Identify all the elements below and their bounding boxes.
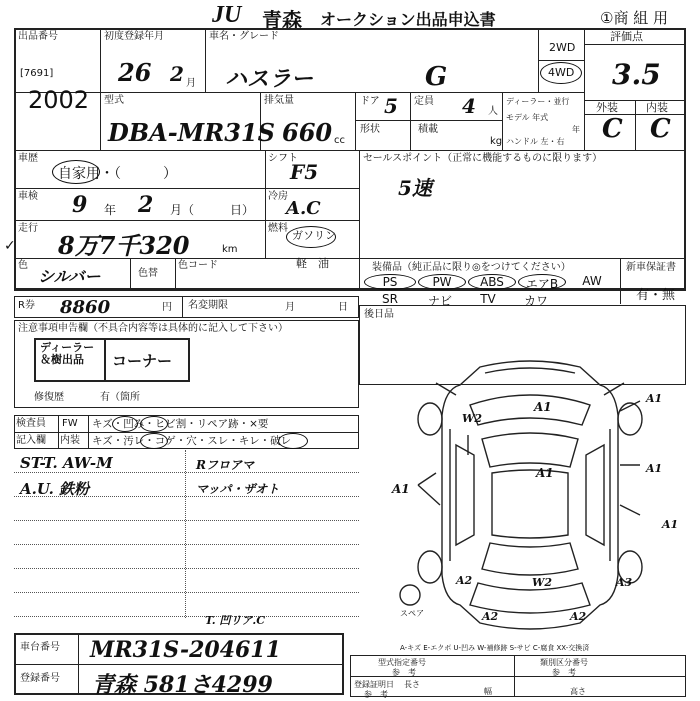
color-change-label: 色替 — [138, 268, 158, 279]
doors-label: ドア — [360, 96, 380, 107]
lot-label: 出品番号 — [18, 31, 58, 42]
equipment-row2 — [364, 292, 618, 306]
inspector-label: 検査員 — [16, 418, 46, 429]
displacement-value: 660 — [282, 118, 333, 147]
branch-name: 青森 — [262, 8, 302, 32]
dealer-model-year: モデル 年式 — [506, 113, 549, 122]
shift-value: F5 — [290, 160, 319, 184]
inspection-year-unit: 年 — [104, 203, 117, 217]
recorder-label: 記入欄 — [16, 435, 46, 446]
ext-label: 外装 — [596, 101, 618, 114]
mark-a1-left: A1 — [392, 482, 410, 496]
displacement-label: 排気量 — [264, 95, 294, 106]
displacement-unit: cc — [334, 135, 345, 146]
car-name-label: 車名・グレード — [209, 31, 279, 42]
note-right1: Rフロアマ — [196, 458, 254, 472]
mark-a1-front-right: A1 — [646, 392, 663, 405]
first-reg-month: 2 — [170, 62, 184, 86]
note-line2: A.U. 鉄粉 — [20, 480, 90, 498]
recycle-unit: 円 — [162, 302, 172, 313]
drive-4wd: 4WD — [548, 66, 575, 79]
mileage-value: 8万7千320 — [58, 231, 190, 260]
stamp-right: コーナー — [112, 352, 173, 370]
car-name-value: ハスラー — [225, 66, 314, 92]
inspection-label: 車検 — [18, 191, 38, 202]
equip-leather: カワ — [523, 294, 548, 308]
fuel-label: 燃料 — [268, 223, 288, 234]
car-diagram — [370, 355, 690, 635]
ju-logo: JU — [212, 2, 242, 28]
dealer-year-unit: 年 — [572, 125, 580, 134]
footer-class-label: 類別区分番号 — [540, 658, 588, 667]
equip-airbag: エアB — [518, 274, 566, 290]
mark-w2-hood: W2 — [462, 412, 483, 425]
chassis-value: MR31S-204611 — [90, 637, 281, 663]
capacity-value: 4 — [462, 94, 476, 118]
footer-ref1: 参 考 — [392, 668, 416, 677]
fuel-diesel: 軽 油 — [296, 257, 329, 270]
capacity-unit: 人 — [488, 106, 498, 117]
mileage-label: 走行 — [18, 223, 38, 234]
recycle-value: 8860 — [60, 297, 111, 318]
shape-label: 形状 — [360, 124, 380, 135]
load-label: 積載 — [418, 124, 438, 135]
doors-value: 5 — [384, 94, 398, 118]
first-reg-month-unit: 月 — [186, 78, 196, 89]
fuel-gas: ガソリン — [292, 229, 336, 242]
recycle-label: R券 — [18, 300, 35, 311]
equip-navi: ナビ — [427, 294, 452, 308]
notes-lines — [14, 450, 359, 620]
note-right2: マッパ・ザオト — [196, 482, 280, 496]
repair-label: 修復歴 — [34, 392, 64, 403]
inspection-month: 2 — [138, 192, 154, 218]
chassis-label: 車台番号 — [20, 642, 60, 653]
recorder-items: キズ・汚レ・コゲ・穴・スレ・キレ・破レ — [92, 435, 292, 447]
dealer-label: ディーラー・並行 — [506, 97, 570, 106]
equip-sr: SR — [382, 292, 398, 306]
color-code-label: 色コード — [178, 260, 218, 271]
int-value: C — [650, 114, 671, 144]
equip-pw: PW — [418, 274, 466, 290]
mark-a2-rear-left: A2 — [456, 574, 473, 587]
first-reg-label: 初度登録年月 — [104, 31, 164, 42]
warranty-label: 新車保証書 — [626, 262, 676, 273]
equip-abs: ABS — [468, 274, 516, 290]
ac-label: 冷房 — [268, 191, 288, 202]
car-grade: G — [425, 62, 448, 92]
footer-length: 長さ — [404, 680, 420, 689]
mark-a1-right1: A1 — [646, 462, 663, 475]
mark-a2-bottom1: A2 — [482, 610, 499, 623]
footer-ref2: 参 考 — [552, 668, 576, 677]
header — [0, 0, 700, 32]
name-change-label: 名変期限 — [188, 300, 228, 311]
ext-value: C — [602, 114, 623, 144]
sales-point-value: 5速 — [398, 176, 432, 200]
form-title: オークション出品申込書 — [320, 10, 496, 29]
model-label: 型式 — [104, 95, 124, 106]
damage-legend: A-キズ E-エクボ U-凹み W-補修跡 S-サビ C-腐食 XX-交換済 — [400, 644, 590, 652]
mark-a1-windshield: A1 — [534, 400, 552, 414]
color-value: シルバー — [38, 267, 101, 286]
sales-point-label: セールスポイント（正常に機能するものに限ります） — [363, 153, 603, 164]
capacity-label: 定員 — [414, 96, 434, 107]
repair-value: 有（箇所 — [100, 392, 140, 403]
equipment-row1 — [364, 274, 618, 290]
first-reg-year: 26 — [118, 58, 152, 87]
lot-number: 2002 — [28, 86, 90, 114]
drive-2wd: 2WD — [549, 41, 576, 54]
warranty-value: 有・無 — [636, 288, 676, 303]
ac-value: A.C — [286, 198, 321, 219]
shift-label: シフト — [268, 153, 298, 164]
inspector-fw: FW — [62, 418, 78, 429]
note-line1: ST-T. AW-M — [20, 454, 113, 472]
name-change-day: 日 — [338, 302, 348, 313]
int-label: 内装 — [646, 101, 668, 114]
mileage-unit: km — [222, 244, 238, 255]
name-change-month: 月 — [285, 302, 295, 313]
dealer-handle: ハンドル 左・右 — [506, 137, 565, 146]
copy-label: ①商 組 用 — [600, 9, 668, 27]
score-label: 評価点 — [610, 30, 643, 43]
note-bottom: T. 凹リア.C — [205, 614, 266, 627]
inspector-items: キズ・凹み・ヒビ割・リペア跡・×要 — [92, 418, 269, 430]
color-label: 色 — [18, 260, 28, 271]
mark-a2-bottom2: A2 — [570, 610, 587, 623]
stamp-left: ディーラー＆樹出品 — [40, 341, 95, 366]
inspection-month-unit: 月（ — [170, 203, 195, 217]
footer-height: 高さ — [570, 687, 586, 696]
mark-a1-right2: A1 — [662, 518, 679, 531]
equip-aw: AW — [582, 274, 602, 288]
equip-tv: TV — [480, 292, 496, 306]
footer-ref3: 参 考 — [364, 690, 388, 699]
equip-ps: PS — [364, 274, 416, 290]
mark-w2-rear: W2 — [532, 576, 553, 589]
plate-label: 登録番号 — [20, 673, 60, 684]
footer-width: 幅 — [484, 687, 492, 696]
history-value: 自家用・（ ） — [58, 166, 177, 182]
inspection-day-unit: 日） — [230, 203, 255, 217]
footer-reg-label: 登録証明日 — [354, 680, 394, 689]
recorder-naiso: 内装 — [60, 435, 80, 446]
inspection-year: 9 — [72, 192, 88, 218]
mileage-check: ✓ — [4, 238, 16, 254]
lot-sub: [7691] — [20, 68, 54, 79]
spare-label: スペア — [400, 609, 424, 618]
mark-a1-roof: A1 — [536, 466, 554, 480]
footer-model-label: 型式指定番号 — [378, 658, 426, 667]
notes-label: 注意事項申告欄（不具合内容等は具体的に記入して下さい） — [18, 323, 288, 334]
plate-value: 青森 581さ4299 — [92, 672, 273, 698]
score-value: 3.5 — [612, 58, 661, 91]
history-label: 車歴 — [18, 153, 38, 164]
later-date-label: 後日品 — [364, 309, 394, 320]
model-value: DBA-MR31S — [108, 118, 275, 147]
load-unit: kg — [490, 136, 503, 147]
mark-a3-rear-right: A3 — [616, 576, 633, 589]
equipment-label: 装備品（純正品に限り◎をつけてください） — [372, 262, 571, 273]
